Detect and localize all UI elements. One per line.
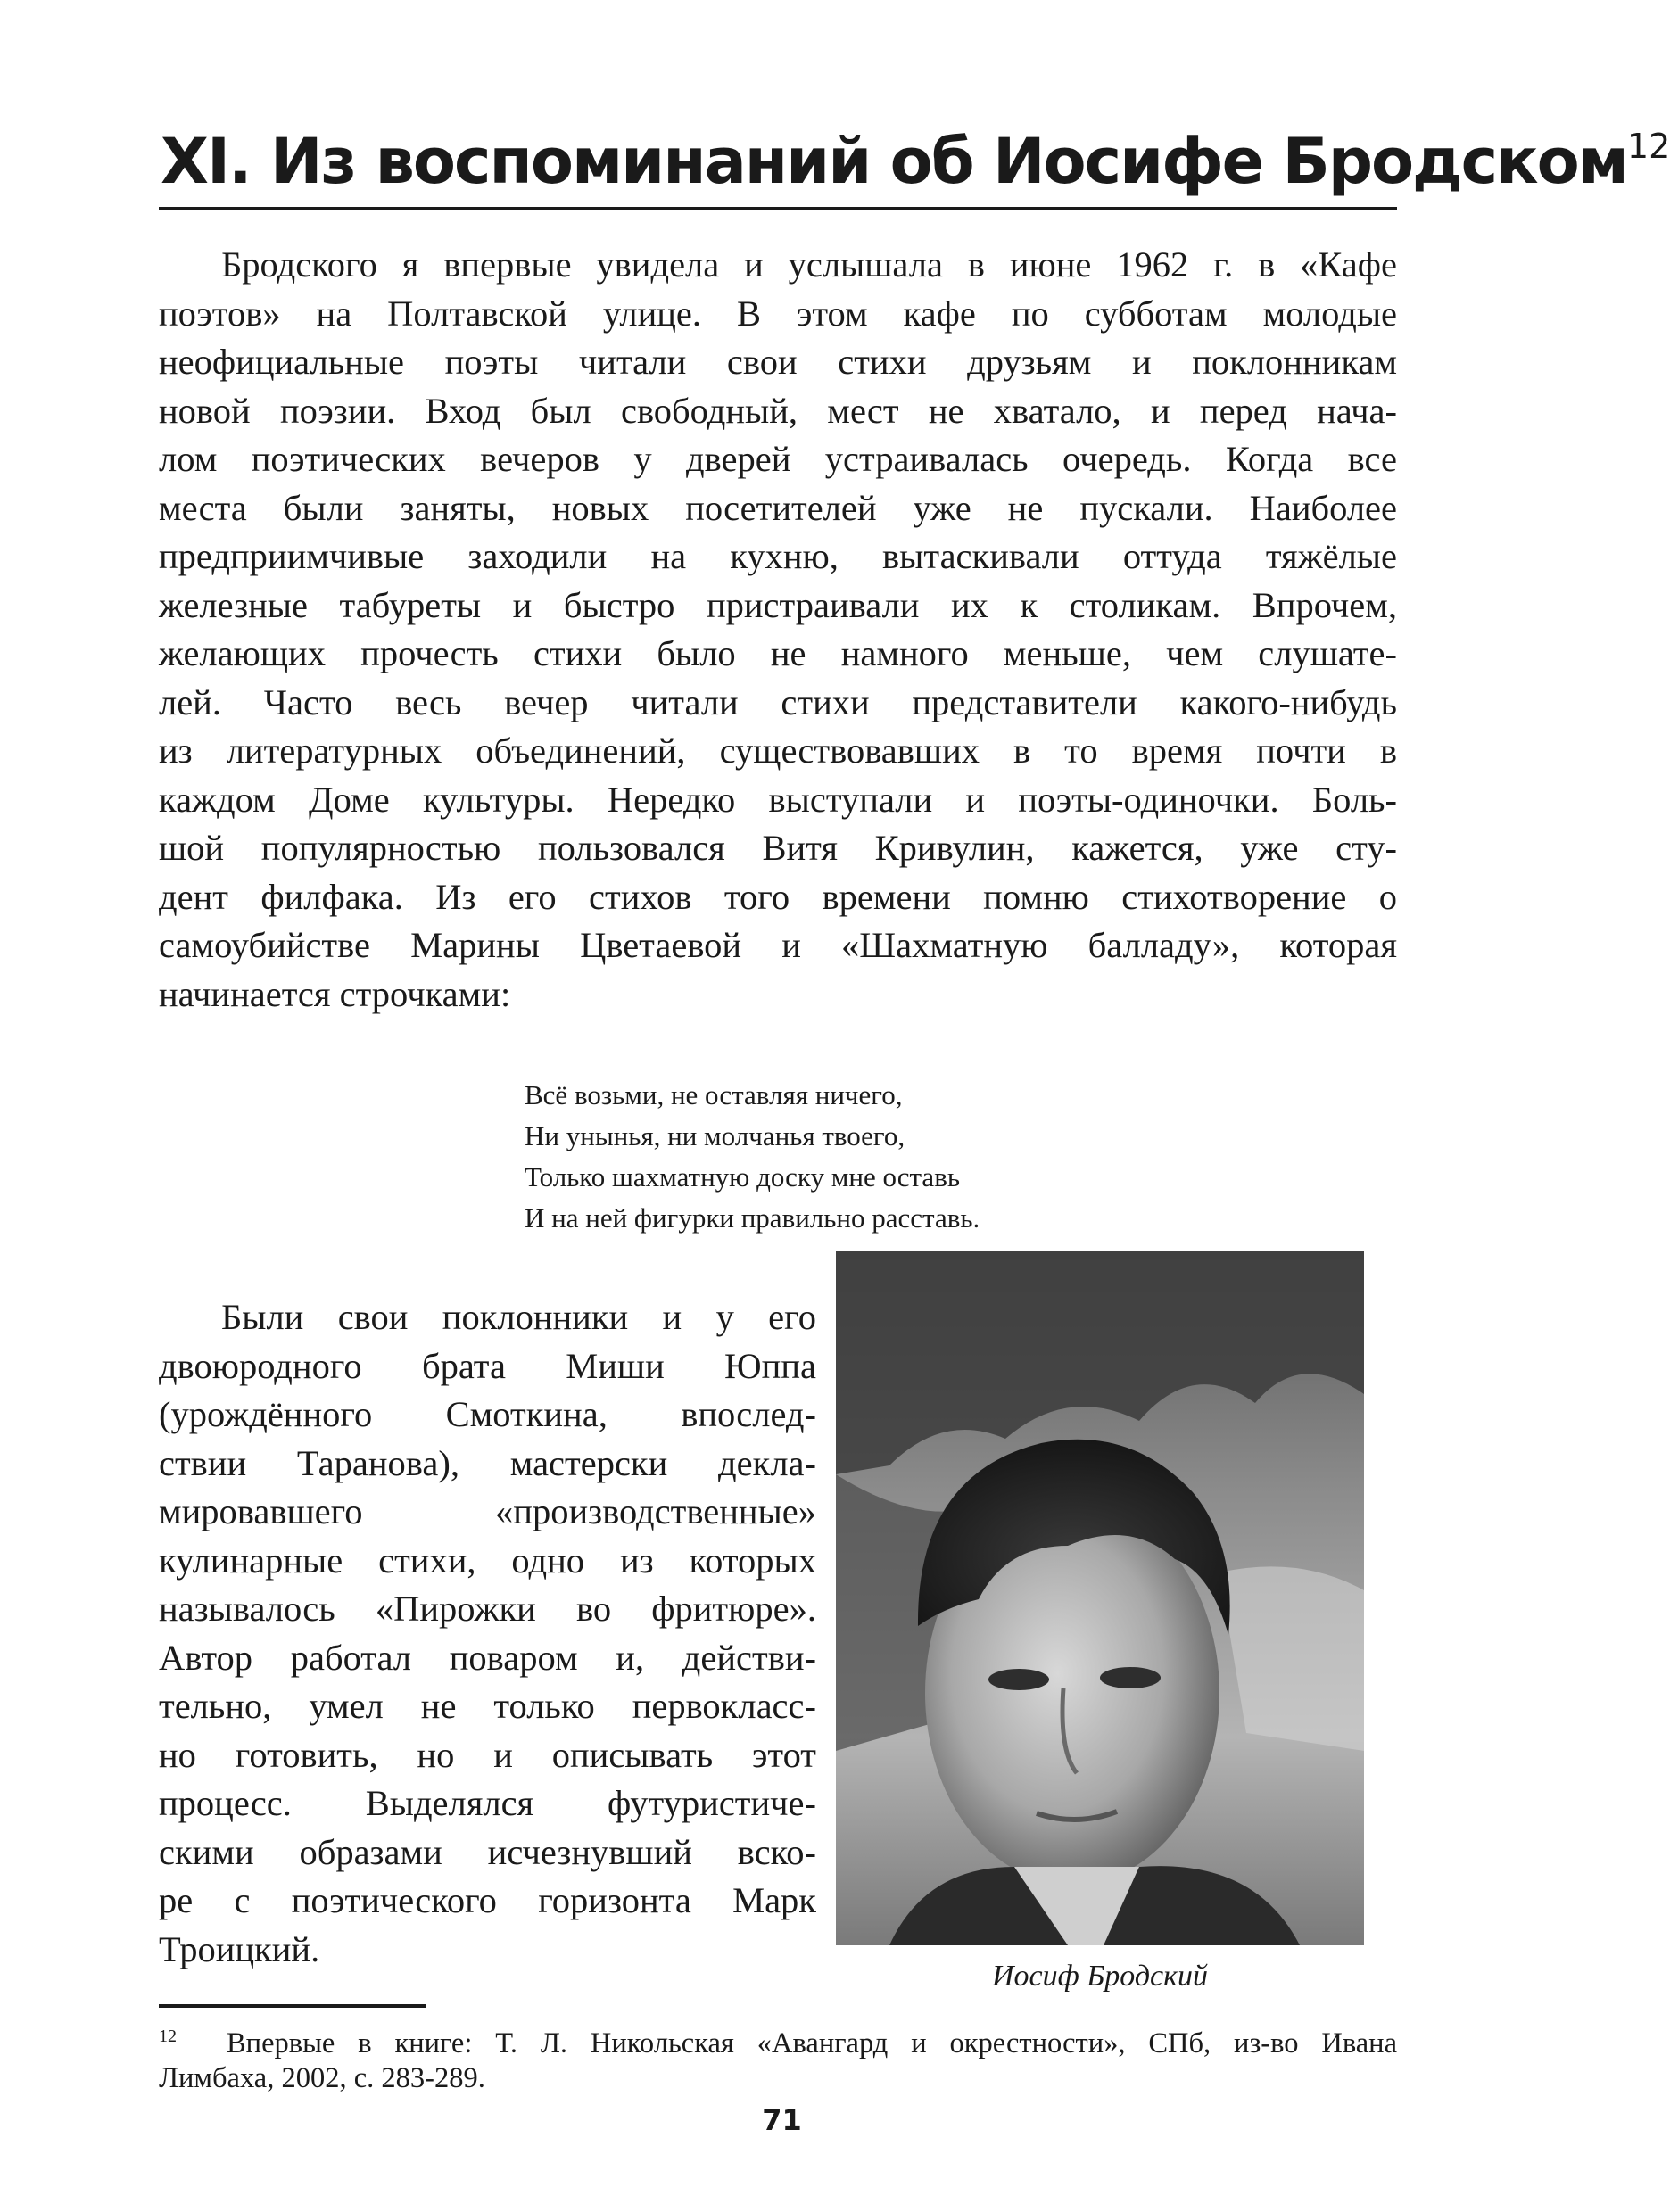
paragraph-line: мировавшего «производственные» [159,1491,816,1531]
intro-paragraph [159,241,1397,1019]
poem-line: Ни унынья, ни молчанья твоего, [525,1120,905,1151]
paragraph-line: но готовить, но и описывать этот [159,1734,816,1775]
paragraph-line: кулинарные стихи, одно из которых [159,1539,816,1581]
poem-line: И на ней фигурки правильно расставь. [525,1202,980,1234]
chapter-title [161,114,1670,209]
portrait-photo-icon [836,1251,1364,1945]
paragraph-line: места были заняты, новых посетителей уже не пускали. Наиболее [159,487,1397,528]
paragraph-line: желающих прочесть стихи было не намного меньше, чем слушате- [159,633,1397,673]
paragraph-line: ствии Таранова), мастерски декла- [159,1442,816,1483]
paragraph-line: тельно, умел не только первокласс- [159,1686,816,1726]
paragraph-line: Автор работал поваром и, действи- [159,1637,816,1678]
footnote-rule [159,2004,426,2008]
paragraph-line: скими образами исчезнувший вско- [159,1831,816,1872]
paragraph-line: лей. Часто весь вечер читали стихи представители какого-нибудь [159,681,1397,722]
poem-line: Только шахматную доску мне оставь [525,1161,960,1193]
photo-caption: Иосиф Бродский [991,1960,1209,1993]
paragraph-line: железные табуреты и быстро пристраивали их к столикам. Впрочем, [159,584,1397,625]
footnote-number: 12 [159,2026,177,2046]
paragraph-line: каждом Доме культуры. Нередко выступали и поэты-одиночки. Боль- [159,779,1397,820]
column-paragraph [159,1293,816,1974]
poem-line: Всё возьми, не оставляя ничего, [525,1079,903,1110]
poem-quote [525,1075,980,1239]
paragraph-line: (урождённого Смоткина, впослед- [159,1394,816,1434]
page-number: 71 [762,2103,802,2137]
portrait-photo [836,1251,1364,1945]
paragraph-line: называлось «Пирожки во фритюре». [159,1589,816,1629]
paragraph-line: предприимчивые заходили на кухню, вытаскивали оттуда тяжёлые [159,536,1397,576]
paragraph-line: ре с поэтического горизонта Марк [159,1880,816,1920]
paragraph-line: Были свои поклонники и у его [221,1297,816,1337]
footnote [159,2016,1397,2100]
footnote-reference: 12 [1626,127,1670,166]
footnote-line: Лимбаха, 2002, с. 283-289. [159,2062,485,2094]
paragraph-line: из литературных объединений, существовавших в то время почти в [159,730,1397,771]
paragraph-line: неофициальные поэты читали свои стихи друзьям и поклонникам [159,342,1397,382]
paragraph-line: Троицкий. [159,1928,320,1969]
paragraph-line: начинается строчками: [159,973,511,1014]
paragraph-line: самоубийстве Марины Цветаевой и «Шахматную балладу», которая [159,925,1397,965]
title-rule [159,207,1397,210]
chapter-title-text: XI. Из воспоминаний об Иосифе Бродском [161,125,1627,198]
footnote-line [159,2016,1397,2058]
paragraph-line: шой популярностью пользовался Витя Кривулин, кажется, уже сту- [159,828,1397,868]
paragraph-line: новой поэзии. Вход был свободный, мест не хватало, и перед нача- [159,390,1397,431]
paragraph-line: дент филфака. Из его стихов того времени помню стихотворение о [159,876,1397,917]
paragraph-line: лом поэтических вечеров у дверей устраивалась очередь. Когда все [159,439,1397,479]
paragraph-line: процесс. Выделялся футуристиче- [159,1783,816,1823]
footnote-text: Впервые в книге: Т. Л. Никольская «Авангард и окрестности», СПб, из-во Ивана [227,2027,1397,2059]
paragraph-line: поэтов» на Полтавской улице. В этом кафе по субботам молодые [159,293,1397,334]
paragraph-line: двоюродного брата Миши Юппа [159,1345,816,1386]
paragraph-line: Бродского я впервые увидела и услышала в июне 1962 г. в «Кафе [221,244,1397,285]
